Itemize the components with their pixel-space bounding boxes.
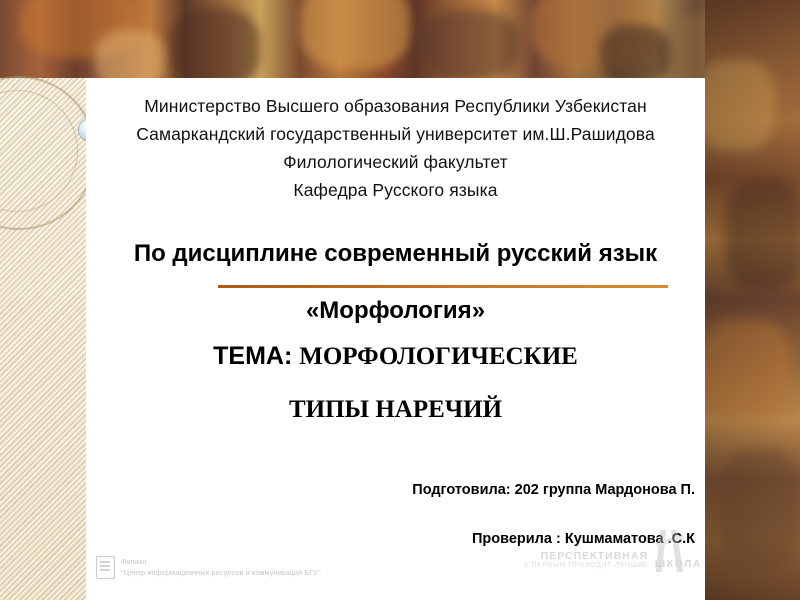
band-blotch (300, 0, 410, 70)
theme-heading-line-1 (86, 342, 705, 371)
band-blotch (420, 10, 520, 78)
credit-checked-by: Проверила : Кушмаматова .С.К (471, 531, 695, 547)
watermark-left (96, 556, 321, 579)
watermark-right-text (524, 550, 648, 569)
slide-content (86, 78, 705, 600)
band-blotch (600, 25, 670, 78)
header-line-ministry: Министерство Высшего образования Республики Узбекистан (144, 96, 647, 116)
discipline-subject: «Морфология» (305, 297, 486, 324)
theme-text-line-1: МОРФОЛОГИЧЕСКИЕ (299, 343, 578, 370)
decorative-top-band (0, 0, 800, 78)
watermark-right-line-1: ПЕРСПЕКТИВНАЯ (540, 550, 648, 562)
watermark-right (504, 528, 704, 592)
watermark-school-label: ШКОЛА (654, 558, 702, 570)
watermark-left-line-2: "Центр информационных ресурсов и коммуникаций БГУ" (121, 567, 321, 577)
watermark-left-line-1: Филиал (121, 558, 147, 566)
theme-text-line-2: ТИПЫ НАРЕЧИЙ (288, 396, 503, 423)
band-shade-overlay (705, 0, 800, 600)
discipline-title: По дисциплине современный русский язык (133, 240, 658, 267)
band-blotch (170, 8, 260, 78)
header-line-department: Кафедра Русского языка (293, 180, 498, 200)
decorative-right-band (705, 0, 800, 600)
accent-divider (218, 285, 668, 288)
credit-prepared-by: Подготовила: 202 группа Мардонова П. (412, 482, 695, 498)
document-icon (96, 556, 115, 579)
header-line-university: Самаркандский государственный университет им.Ш.Рашидова (136, 124, 655, 144)
watermark-left-text (121, 558, 321, 578)
institution-header (86, 92, 705, 204)
band-blotch (95, 30, 165, 78)
watermark-right-line-2: К ПЕРВЫМ ПРИХОДЯТ ЛУЧШИЕ (524, 562, 648, 569)
header-line-faculty: Филологический факультет (283, 152, 508, 172)
theme-label: ТЕМА: (213, 342, 293, 370)
